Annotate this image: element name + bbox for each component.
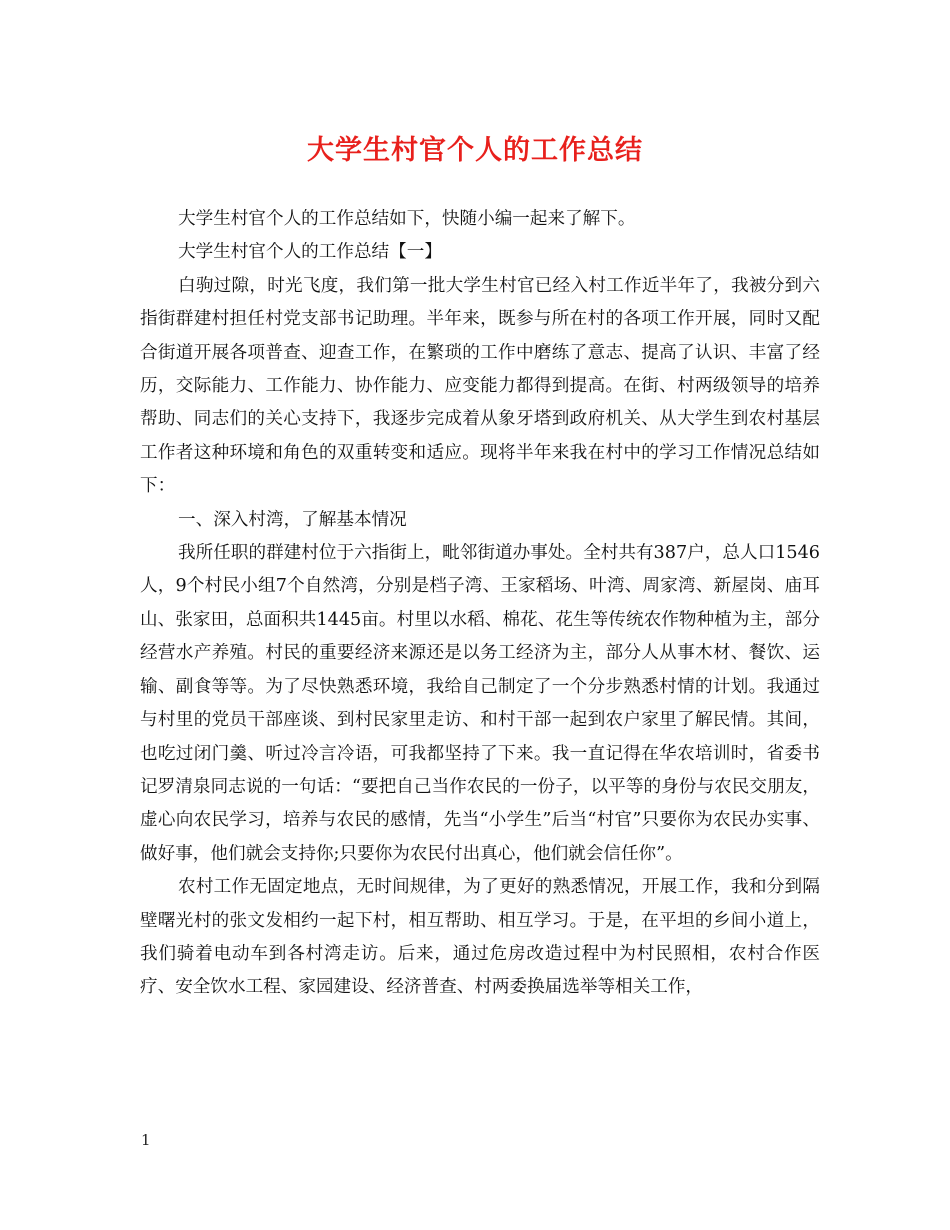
village-info-paragraph: 我所任职的群建村位于六指街上，毗邻街道办事处。全村共有387户，总人口1546人，9个村民小组7个自然湾，分别是档子湾、王家稻场、叶湾、周家湾、新屋岗、庙耳山、张家田，总面积共1445亩。村里以水稻、棉花、花生等传统农作物种植为主，部分经营水产养殖。村民的重要经济来源还是以务工经济为主，部分人从事木材、餐饮、运输、副食等等。为了尽快熟悉环境，我给自己制定了一个分步熟悉村情的计划。我通过与村里的党员干部座谈、到村民家里走访、和村干部一起到农户家里了解民情。其间，也吃过闭门羹、听过冷言冷语，可我都坚持了下来。我一直记得在华农培训时，省委书记罗清泉同志说的一句话：“要把自己当作农民的一份子，以平等的身份与农民交朋友，虚心向农民学习，培养与农民的感情，先当“小学生”后当“村官”只要你为农民办实事、做好事，他们就会支持你;只要你为农民付出真心，他们就会信任你”。 (140, 543, 820, 864)
intro-paragraph: 大学生村官个人的工作总结如下，快随小编一起来了解下。 (178, 209, 636, 229)
section-heading-one: 大学生村官个人的工作总结【一】 (178, 242, 442, 263)
page-number: 1 (141, 1131, 151, 1149)
document-body (140, 203, 820, 1005)
document-title: 大学生村官个人的工作总结 (307, 135, 643, 166)
overview-paragraph: 白驹过隙，时光飞度，我们第一批大学生村官已经入村工作近半年了，我被分到六指街群建村担任村党支部书记助理。半年来，既参与所在村的各项工作开展，同时又配合街道开展各项普查、迎查工作，在繁琐的工作中磨练了意志、提高了认识、丰富了经历，交际能力、工作能力、协作能力、应变能力都得到提高。在街、村两级领导的培养帮助、同志们的关心支持下，我逐步完成着从象牙塔到政府机关、从大学生到农村基层工作者这种环境和角色的双重转变和适应。现将半年来我在村中的学习工作情况总结如下： (140, 275, 820, 497)
subsection-heading: 一、深入村湾，了解基本情况 (178, 509, 407, 530)
fieldwork-paragraph: 农村工作无固定地点，无时间规律，为了更好的熟悉情况，开展工作，我和分到隔壁曙光村的张文发相约一起下村，相互帮助、相互学习。于是，在平坦的乡间小道上，我们骑着电动车到各村湾走访。后来，通过危房改造过程中为村民照相，农村合作医疗、安全饮水工程、家园建设、经济普查、村两委换届选举等相关工作， (140, 877, 820, 998)
